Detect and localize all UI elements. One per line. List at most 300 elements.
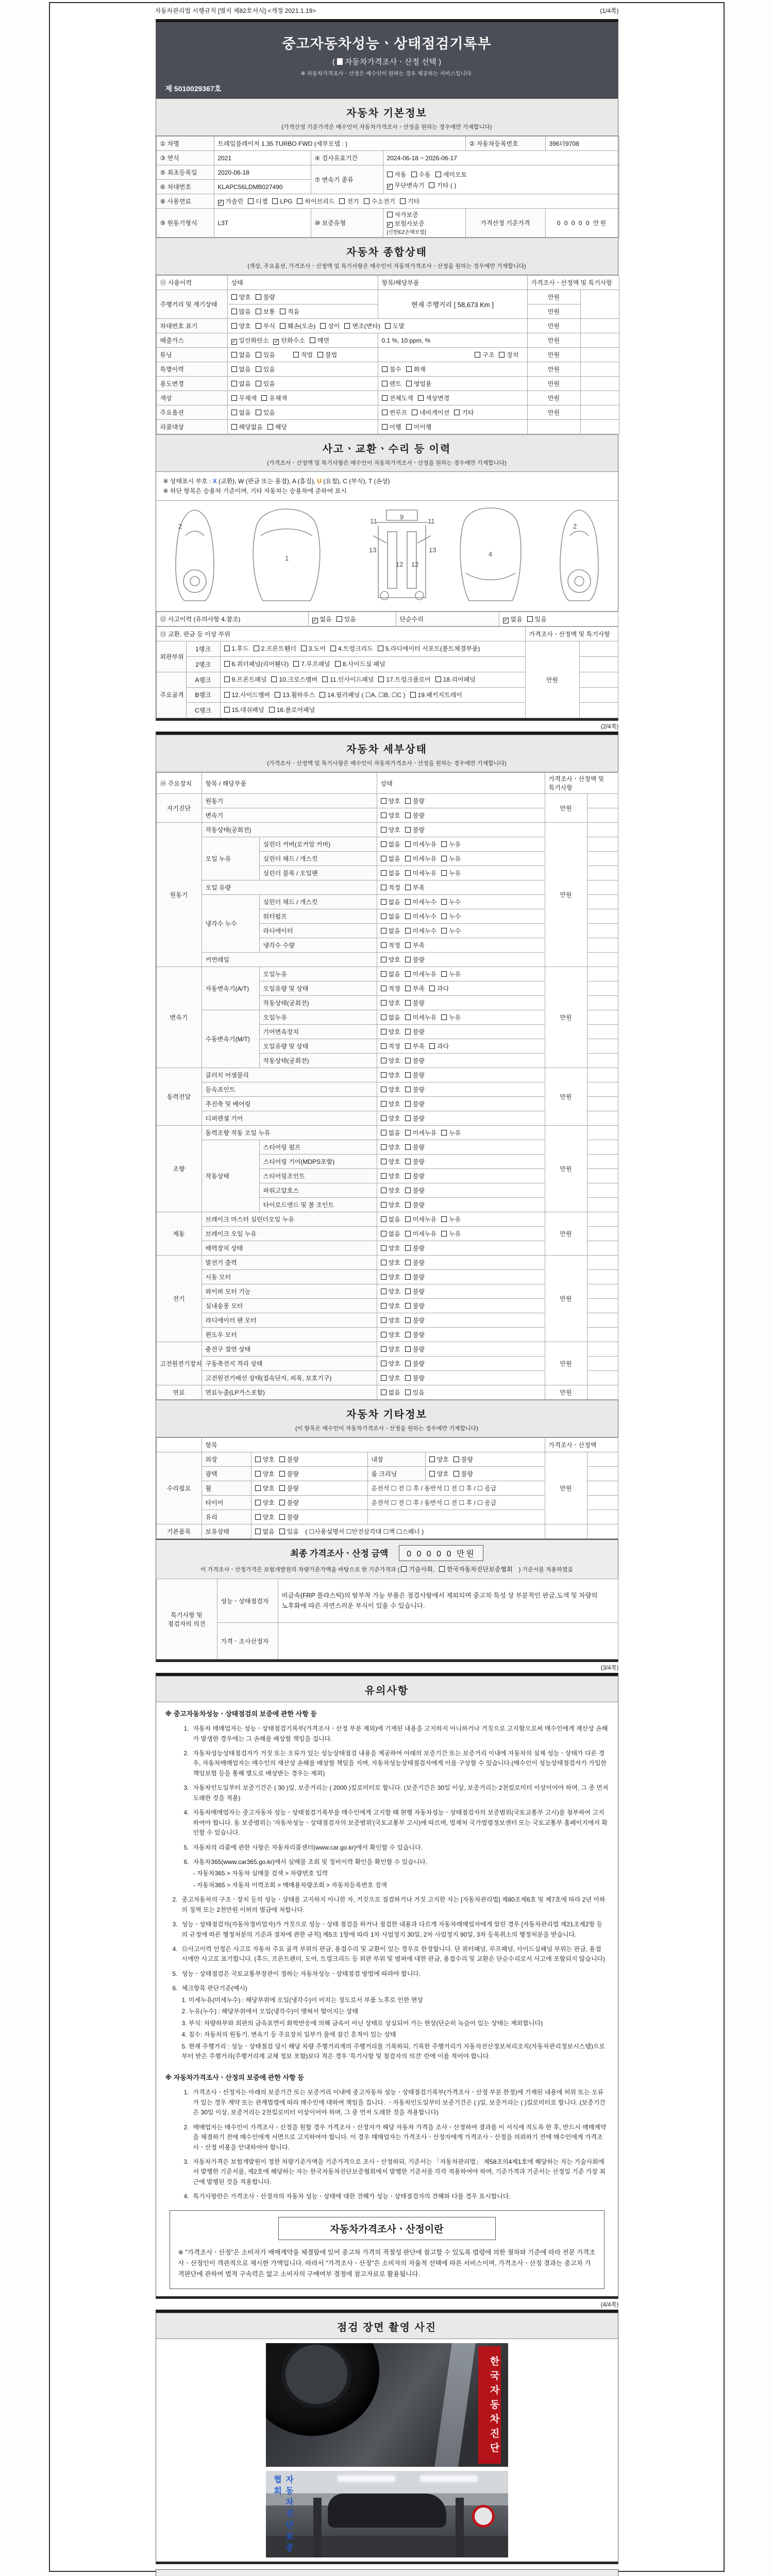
checkbox-option[interactable]: 있음 <box>256 350 275 359</box>
checkbox-option[interactable]: 미세누유 <box>405 1215 436 1224</box>
checkbox-option[interactable]: 양호 <box>255 1455 275 1464</box>
checkbox-option[interactable]: 전체도색 <box>382 394 413 402</box>
checkbox-option[interactable]: 누유 <box>441 1229 461 1238</box>
checkbox-option[interactable]: 양호 <box>381 955 400 964</box>
rank-group-label: 외판부위 <box>156 641 186 672</box>
unchecked-checkbox-icon <box>381 1058 386 1063</box>
checkbox-option[interactable]: ✓ 없음 <box>503 616 523 624</box>
checkbox-option[interactable]: LPG <box>272 198 292 205</box>
history-band <box>156 434 618 472</box>
checkbox-option[interactable]: 불량 <box>405 1056 425 1065</box>
unchecked-checkbox-icon <box>248 198 254 204</box>
final-price-note: 이 가격조사ㆍ산정가격은 보험개발원의 차량기준가액을 바탕으로 한 기준가격과 ( 기술사회, 한국자동차진단보증협회 ) 기준서를 적용하였음 <box>200 1566 574 1573</box>
checkbox-option[interactable]: 기술사회, <box>401 1565 434 1573</box>
checkbox-option[interactable]: 없음 <box>381 970 400 978</box>
checkbox-option[interactable]: 양호 <box>381 1359 400 1368</box>
checkbox-option[interactable]: 미세누수 <box>405 897 436 906</box>
filled-checkbox-icon <box>337 58 343 65</box>
unchecked-checkbox-icon <box>405 1361 411 1366</box>
notice-subitem: 1. 미세누유(미세누수) : 해당부위에 오일(냉각수)이 비치는 정도로서 부품 노후로 인한 현상 <box>181 1996 423 2004</box>
checkbox-option[interactable]: 미세누유 <box>405 1128 436 1137</box>
inspector-opinion: 비금속(FRP 플라스틱)의 탈부착 가능 부품은 점검사항에서 제외되며 중고차 특성 상 부분적인 판금,도색 및 차량의 노후화에 따른 자연스러운 부식이 있을 수 있습니다. <box>278 1579 618 1623</box>
unchecked-checkbox-icon <box>381 1115 386 1121</box>
unchecked-checkbox-icon <box>405 913 411 919</box>
notice-item: 3. 자동차인도일부터 보증기간은 ( 30 )일, 보증거리는 ( 2000 )킬로미터로 합니다. (보증기간은 30일 이상, 보증거리는 2천킬로미터 이상이어야 하며, 그 중 먼저 도래한 것을 적용) <box>183 1784 609 1802</box>
checkbox-option[interactable]: 있음 <box>256 365 275 374</box>
svg-text:1: 1 <box>284 554 289 563</box>
unchecked-checkbox-icon <box>405 827 411 833</box>
checkbox-option[interactable]: 누수 <box>441 926 461 935</box>
checkbox-option[interactable]: 없음 <box>231 408 251 417</box>
emission-values: 0.1 %, 10 ppm, % <box>378 333 527 348</box>
checkbox-option[interactable]: 불량 <box>405 1345 425 1353</box>
unchecked-checkbox-icon <box>405 1389 411 1395</box>
checkbox-option[interactable]: 많음 <box>231 307 251 316</box>
checkbox-option[interactable]: 양호 <box>381 1301 400 1310</box>
unchecked-checkbox-icon <box>255 1500 261 1505</box>
checkbox-option[interactable]: 누수 <box>441 912 461 921</box>
checkbox-option[interactable]: 6.쿼더패널(리어휀다) <box>224 658 289 670</box>
checkbox-option[interactable]: 양호 <box>381 1273 400 1281</box>
wheel-rim-shape <box>281 2343 351 2408</box>
checkbox-option[interactable]: 10.크로스멤버 <box>271 674 317 686</box>
checkbox-option[interactable]: 없음 <box>381 854 400 863</box>
checkbox-option[interactable]: 양호 <box>429 1469 449 1478</box>
checkbox-option[interactable]: 불량 <box>405 1085 425 1094</box>
checkbox-option[interactable]: 부식 <box>256 321 275 330</box>
checkbox-option[interactable]: 적정 <box>381 941 400 950</box>
checkbox-option[interactable]: 없음 <box>381 840 400 849</box>
unchecked-checkbox-icon <box>381 1188 386 1193</box>
unchecked-checkbox-icon <box>330 646 336 651</box>
checkbox-option[interactable]: 양호 <box>381 1200 400 1209</box>
checkbox-option[interactable]: 양호 <box>231 321 251 330</box>
unchecked-checkbox-icon <box>441 928 447 934</box>
checkbox-option[interactable]: 보통 <box>256 307 275 316</box>
unchecked-checkbox-icon <box>382 395 388 401</box>
unchecked-checkbox-icon <box>381 798 386 804</box>
checkbox-option[interactable]: 디젤 <box>248 197 267 206</box>
checkbox-option[interactable]: 불량 <box>405 1287 425 1296</box>
photo-band <box>156 2313 618 2339</box>
checkbox-option[interactable]: ✓ 탄화수소 <box>274 337 305 345</box>
unchecked-checkbox-icon <box>381 1101 386 1107</box>
checkbox-option[interactable]: 양호 <box>381 1071 400 1079</box>
checkbox-option[interactable]: 불량 <box>405 1258 425 1267</box>
checkbox-option[interactable]: 하이브리드 <box>297 197 334 206</box>
checkbox-option[interactable]: 양호 <box>381 825 400 834</box>
checkbox-option[interactable]: 16.플로어패널 <box>269 704 315 716</box>
checkbox-option[interactable]: 부족 <box>405 883 425 892</box>
checkbox-option[interactable]: 양호 <box>381 1027 400 1036</box>
unchecked-checkbox-icon <box>382 366 388 372</box>
checkbox-option[interactable]: 미세누수 <box>405 926 436 935</box>
checkbox-option[interactable]: 불량 <box>453 1455 473 1464</box>
checkbox-option[interactable]: 불량 <box>405 1200 425 1209</box>
checkbox-option[interactable]: 적정 <box>381 883 400 892</box>
checkbox-option[interactable]: 렌트 <box>382 379 401 388</box>
checkbox-option[interactable]: 누유 <box>441 854 461 863</box>
unchecked-checkbox-icon <box>441 1130 447 1136</box>
checkbox-option[interactable]: 양호 <box>381 796 400 805</box>
unchecked-checkbox-icon <box>429 182 434 188</box>
checkbox-option[interactable]: 19.패키지트레이 <box>410 689 462 701</box>
unchecked-checkbox-icon <box>256 366 261 372</box>
checkbox-option[interactable]: 불량 <box>279 1498 299 1507</box>
checkbox-option[interactable]: 누유 <box>441 1013 461 1022</box>
checkbox-option[interactable]: 장치 <box>499 350 518 359</box>
notice-section1-outer-list <box>156 1895 618 2061</box>
checkbox-option[interactable]: 누유 <box>441 840 461 849</box>
checkbox-option[interactable]: 양호 <box>381 1374 400 1382</box>
checkbox-option[interactable]: 누유 <box>441 970 461 978</box>
mileage-value: 현재 주행거리 [ 58,673 Km ] <box>378 290 527 319</box>
checkbox-option[interactable]: 불량 <box>453 1469 473 1478</box>
unchecked-checkbox-icon <box>337 616 342 622</box>
notice-section2-list <box>156 2088 618 2201</box>
checkbox-option[interactable]: 불량 <box>279 1484 299 1493</box>
checkbox-option[interactable]: 없음 <box>381 1388 400 1397</box>
photo2-watermark: 자동차진단보증협회 <box>272 2475 293 2555</box>
checkbox-option[interactable]: 3.도어 <box>301 643 326 655</box>
checkbox-option[interactable]: 불량 <box>405 1099 425 1108</box>
notice-item: 6. 체크항목 판단기준(예시) 1. 미세누유(미세누수) : 해당부위에 오일(냉각수)이 비치는 정도로서 부품 노후로 인한 현상 2. 누유(누수) : 해당부위에서 오일(냉각수)이 맺혀서 떨어지는 상태 3. 부식: 차량하부와 외판의 금속표면이 화학반응에 의해 금속이 아닌 상태로 상실되어 가는 현상(단순히 녹슬어 있는 상태는 제외합니다) 4. 침수: 자동차의 원동기, 변속기 등 주요장치 일부가 물에 잠긴 흔적이 있는 상태 5. 현재 주행거리 : 성능ㆍ상태점검 당시 해당 차량 주행거리계의 주행거리를 기록하되, 기록한 주행거리가 자동차전산정보처리조직(자동차관리정보시스템)으로부터 받은 주행거리(주행거리계 교체 정보 포함)보다 적은 경우 '특기사항 및 점검자의 의견' 란에 이를 적어야 합니다. <box>165 1984 609 2061</box>
unchecked-checkbox-icon <box>381 1130 386 1136</box>
unchecked-checkbox-icon <box>382 424 388 430</box>
checkbox-option[interactable]: 불량 <box>279 1513 299 1521</box>
checkbox-option[interactable]: 자가보증 <box>387 210 418 219</box>
checkbox-option[interactable]: 미세누유 <box>405 840 436 849</box>
unchecked-checkbox-icon <box>231 410 237 415</box>
checkbox-option[interactable]: 불량 <box>405 1027 425 1036</box>
appraiser-opinion <box>278 1623 618 1659</box>
checkbox-option[interactable]: 기타 ( ) <box>429 181 456 190</box>
checkbox-option[interactable]: 불량 <box>405 1273 425 1281</box>
checkbox-option[interactable]: 도말 <box>385 321 405 330</box>
checkbox-option[interactable]: 있음 <box>256 408 275 417</box>
checkbox-option[interactable]: 미세누수 <box>405 912 436 921</box>
checkbox-option[interactable]: 불량 <box>405 1316 425 1325</box>
checkbox-option[interactable]: 과다 <box>429 984 449 993</box>
notice-item: 3. 성능ㆍ상태점검자(자동차정비업자)가 거짓으로 성능ㆍ상태 점검을 하거나 점검한 내용과 다르게 자동차매매업자에게 알린 경우 [자동차관리법 제21조제2항 등의 규정에 따른 행정처분의 기준과 절차에 관한 규칙] 제5조 1항에 따라 1차 사업정지 30일, 2차 사업정지 90일, 3차 등록취소의 행정처분을 받습니다. <box>172 1921 603 1938</box>
unchecked-checkbox-icon <box>387 172 393 177</box>
page-marker-1: (1/4쪽) <box>600 7 619 14</box>
unchecked-checkbox-icon <box>405 1087 411 1092</box>
unchecked-checkbox-icon <box>381 856 386 861</box>
unchecked-checkbox-icon <box>364 198 369 204</box>
checkbox-option[interactable]: 없음 <box>231 365 251 374</box>
unchecked-checkbox-icon <box>406 381 412 386</box>
checkbox-option[interactable]: 없음 <box>381 912 400 921</box>
checkbox-option[interactable]: 구조 <box>475 350 494 359</box>
checkbox-option[interactable]: 변조(변타) <box>344 321 380 330</box>
unchecked-checkbox-icon <box>381 1029 386 1035</box>
sub-group-label: 냉각수 누수 <box>201 895 259 953</box>
checkbox-option[interactable]: 불법 <box>317 350 337 359</box>
checkbox-option[interactable]: 양호 <box>255 1484 275 1493</box>
rank-name: 2랭크 <box>186 656 220 672</box>
checkbox-option[interactable]: 양호 <box>381 1244 400 1252</box>
checkbox-option[interactable]: 불량 <box>405 1244 425 1252</box>
checkbox-option[interactable]: 미세누유 <box>405 1229 436 1238</box>
checkbox-option[interactable]: 11.인사이드패널 <box>322 674 374 686</box>
checkbox-option[interactable]: 있음 <box>337 615 356 623</box>
checkbox-option[interactable]: 유채색 <box>261 394 287 402</box>
device-group-label: 변속기 <box>156 967 201 1068</box>
unchecked-checkbox-icon <box>381 1231 386 1236</box>
checkbox-option[interactable]: 양호 <box>381 1345 400 1353</box>
checkbox-option[interactable]: 부족 <box>405 984 425 993</box>
unchecked-checkbox-icon <box>381 928 386 934</box>
checkbox-option[interactable]: 양호 <box>381 1186 400 1195</box>
unchecked-checkbox-icon <box>441 856 447 861</box>
checkbox-option[interactable]: 양호 <box>381 1114 400 1123</box>
checkbox-option[interactable]: 양호 <box>381 998 400 1007</box>
item-label: 원동기 <box>201 794 377 808</box>
checkbox-option[interactable]: 화재 <box>406 365 426 374</box>
checkbox-option[interactable]: 1.후드 <box>224 643 249 655</box>
checkbox-option[interactable]: 썬루프 <box>382 408 408 417</box>
checkbox-option[interactable]: 기타 <box>400 197 419 206</box>
checkbox-option[interactable]: 불량 <box>405 1186 425 1195</box>
item-label: 오일누유 <box>259 967 377 981</box>
checkbox-option[interactable]: 양호 <box>231 293 251 301</box>
checkbox-option[interactable]: 9.프론트패널 <box>224 674 267 686</box>
unchecked-checkbox-icon <box>429 986 435 991</box>
checkbox-option[interactable]: ✓ 일산화탄소 <box>231 337 269 345</box>
notice-item: 4. 특기사항란은 가격조사ㆍ산정자의 자동차 성능ㆍ상태에 대한 견해가 성능ㆍ상태점검자의 견해와 다를 경우 표시합니다. <box>183 2193 511 2200</box>
unchecked-checkbox-icon <box>293 661 299 667</box>
checkbox-option[interactable]: 세미오토 <box>435 170 467 179</box>
checkbox-option[interactable]: 불량 <box>405 1071 425 1079</box>
checkbox-option[interactable]: 18.리어패널 <box>435 674 476 686</box>
checkbox-option[interactable]: 불량 <box>405 1172 425 1180</box>
svg-text:12: 12 <box>411 561 418 569</box>
item-label: 브레이크 오일 누유 <box>201 1227 377 1241</box>
checkbox-option[interactable]: 매연 <box>310 336 329 345</box>
checkbox-option[interactable]: 8.사이드실 패널 <box>335 658 385 670</box>
notice-item: 2. 중고자동차의 구조ㆍ장치 등의 성능ㆍ상태를 고지하지 아니한 자, 거짓으로 점검하거나 거짓 고지한 자는 [자동차관리법] 제80조제6호 및 제7호에 따라 2년 이하의 징역 또는 2천만원 이하의 벌금에 처합니다. <box>172 1896 606 1913</box>
logo-stamp-icon <box>472 2505 495 2528</box>
checkbox-option[interactable]: 양호 <box>381 1143 400 1151</box>
checkbox-option[interactable]: 불량 <box>405 998 425 1007</box>
checkbox-option[interactable]: 상이 <box>320 321 340 330</box>
checkbox-option[interactable]: 미세누유 <box>405 970 436 978</box>
unchecked-checkbox-icon <box>441 971 447 977</box>
base-price-label: 가격산정 기준가격 <box>465 209 545 238</box>
checkbox-option[interactable]: 불량 <box>405 1330 425 1339</box>
unchecked-checkbox-icon <box>344 323 350 329</box>
checkbox-option[interactable]: 불량 <box>256 293 275 301</box>
checkbox-option[interactable]: ✓ 가솔린 <box>218 198 244 206</box>
checkbox-option[interactable]: ✓ 무단변속기 <box>387 181 425 190</box>
unchecked-checkbox-icon <box>381 1000 386 1006</box>
item-label: 기어변속장치 <box>259 1025 377 1039</box>
notice-subitem: 5. 현재 주행거리 : 성능ㆍ상태점검 당시 해당 차량 주행거리계의 주행거리를 기록하되, 기록한 주행거리가 자동차전산정보처리조직(자동차관리정보시스템)으로부터 받은 주행거리(주행거리계 교체 정보 포함)보다 적은 경우 '특기사항 및 점검자의 의견' 란에 이를 적어야 합니다. <box>181 2042 605 2060</box>
checkbox-option[interactable]: 불량 <box>405 1301 425 1310</box>
checkbox-option[interactable]: 없음 <box>381 1128 400 1137</box>
checkbox-option[interactable]: 미세누유 <box>405 854 436 863</box>
checked-checkbox-icon: ✓ <box>231 339 237 345</box>
checkbox-option[interactable]: 있음 <box>279 1527 299 1536</box>
checkbox-option[interactable]: 과다 <box>429 1042 449 1050</box>
checkbox-option[interactable]: 해당없음 <box>231 422 263 431</box>
checkbox-option[interactable]: 이행 <box>382 422 401 431</box>
checkbox-option[interactable]: 누유 <box>441 1215 461 1224</box>
row-label: 배출가스 <box>156 333 227 348</box>
unchecked-checkbox-icon <box>405 928 411 934</box>
detail-subtitle: (가격조사ㆍ산정액 및 특기사항은 매수인이 자동차가격조사ㆍ산정을 원하는 경우에만 기재합니다) <box>267 760 507 767</box>
reg-no-label: ② 자동차등록번호 <box>465 137 545 151</box>
checkbox-option[interactable]: 13.휠하우스 <box>275 689 315 701</box>
checkbox-option[interactable]: 15.대쉬패널 <box>224 704 264 716</box>
item-label: 동력조향 작동 오일 누유 <box>201 1126 377 1140</box>
checkbox-option[interactable]: 없음 <box>381 1013 400 1022</box>
checkbox-option[interactable]: 양호 <box>381 1085 400 1094</box>
checkbox-option[interactable]: 영업용 <box>406 379 432 388</box>
checked-checkbox-icon: ✓ <box>312 618 317 624</box>
checkbox-option[interactable]: 전기 <box>339 197 359 206</box>
checkbox-option[interactable]: 적법 <box>293 350 313 359</box>
checkbox-option[interactable]: 해당 <box>267 422 287 431</box>
unchecked-checkbox-icon <box>231 381 237 386</box>
checkbox-option[interactable]: 없음 <box>381 1215 400 1224</box>
notice-item: 4. 자동차매매업자는 중고자동차 성능ㆍ상태점검기록부를 매수인에게 고지할 때 현행 자동차성능ㆍ상태점검자의 보증범위(국토교통부 고시)를 첨부하여 고지하여야 합니다. 동 보증범위는 '자동차성능ㆍ상태점검자의 보증범위'(국토교통부 고시)에 따르며, 법제처 국가법령정보센터 또는 국토교통부 홈페이지에서 확인할 수 있습니다. <box>183 1809 608 1837</box>
checkbox-option[interactable]: 불량 <box>279 1455 299 1464</box>
tire-positions: 운전석 ☐ 전 ☐ 후 / 동반석 ☐ 전 ☐ 후 / ☐ 응급 <box>367 1496 545 1510</box>
unchecked-checkbox-icon <box>255 1529 261 1534</box>
checkbox-option[interactable]: 4.트렁크리드 <box>330 643 373 655</box>
checkbox-option[interactable]: 있음 <box>527 615 547 623</box>
checkbox-option[interactable]: 침수 <box>382 365 401 374</box>
checkbox-option[interactable]: 없음 <box>381 1229 400 1238</box>
item-label: 디퍼렌셜 기어 <box>201 1111 377 1126</box>
checkbox-option[interactable]: 미세누유 <box>405 1013 436 1022</box>
checkbox-option[interactable]: 양호 <box>429 1455 449 1464</box>
checkbox-option[interactable]: 적정 <box>381 984 400 993</box>
page-3 <box>156 1673 618 2299</box>
checkbox-option[interactable]: 없음 <box>381 869 400 877</box>
checkbox-option[interactable]: 양호 <box>381 1172 400 1180</box>
unchecked-checkbox-icon <box>405 1043 411 1049</box>
checkbox-option[interactable]: 적음 <box>280 307 299 316</box>
checkbox-option[interactable]: 불량 <box>405 1157 425 1166</box>
notice-item: 5. 성능ㆍ상태점검은 국토교통부장관이 정하는 자동차성능ㆍ상태점검 방법에 따라야 합니다. <box>172 1970 421 1977</box>
checkbox-option[interactable]: 없음 <box>381 926 400 935</box>
checkbox-option[interactable]: 2.프론트휀더 <box>254 643 296 655</box>
checkbox-option[interactable]: 불량 <box>405 825 425 834</box>
checkbox-option[interactable]: 누유 <box>441 1128 461 1137</box>
unchecked-checkbox-icon <box>381 957 386 962</box>
checkbox-option[interactable]: 양호 <box>381 1056 400 1065</box>
checkbox-option[interactable]: 기타 <box>454 408 474 417</box>
checkbox-option[interactable]: 불량 <box>405 1374 425 1382</box>
checkbox-option[interactable]: 양호 <box>255 1469 275 1478</box>
unchecked-checkbox-icon <box>381 1072 386 1078</box>
item-label: 윈도우 모터 <box>201 1328 377 1342</box>
checkbox-option[interactable]: 무채색 <box>231 394 257 402</box>
unchecked-checkbox-icon <box>381 885 386 890</box>
checkbox-option[interactable]: 한국자동차진단보증협회 <box>439 1565 513 1573</box>
checkbox-option[interactable]: 적정 <box>381 1042 400 1050</box>
checkbox-option[interactable]: 있음 <box>256 379 275 388</box>
checkbox-option[interactable]: 양호 <box>381 1330 400 1339</box>
notice-section1-head: ※ 중고자동차성능ㆍ상태점검의 보증에 관한 사항 등 <box>165 1710 317 1718</box>
unchecked-checkbox-icon <box>279 1529 285 1534</box>
checkbox-option[interactable]: 양호 <box>381 811 400 820</box>
checkbox-option[interactable]: ✓ 없음 <box>312 616 332 624</box>
checkbox-option[interactable]: 누수 <box>441 897 461 906</box>
checkbox-option[interactable]: 없음 <box>381 897 400 906</box>
notice-subitem: 2. 누유(누수) : 해당부위에서 오일(냉각수)이 맺혀서 떨어지는 상태 <box>181 2008 358 2015</box>
unchecked-checkbox-icon <box>429 1456 435 1462</box>
checkbox-option[interactable]: 양호 <box>381 1099 400 1108</box>
checkbox-option[interactable]: 17.트렁크플로어 <box>378 674 430 686</box>
checkbox-option[interactable]: 5.라디에이터 서포트(볼트체결부품) <box>378 643 480 655</box>
checkbox-option[interactable]: 부족 <box>405 1042 425 1050</box>
notice-item: 3. 자동차가격은 보험개발원이 정한 차량기준가액을 기준가격으로 조사ㆍ산정하되, 기준서는 「자동차관리법」 제58조의4제1호에 해당하는 자는 기술사회에서 발행한 기준서를, 제2호에 해당하는 자는 한국자동차진단보증협회에서 발행한 기준서를 각각 적용하여야 하며, 기준가격과 기준서는 산정일 기준 가장 최근에 발행된 것을 적용합니다. <box>183 2158 606 2185</box>
checkbox-option[interactable]: ✓ 보험사보증 <box>387 220 425 228</box>
row-label: 튜닝 <box>156 348 227 362</box>
unchecked-checkbox-icon <box>439 1566 445 1572</box>
checkbox-option[interactable]: 네비게이션 <box>412 408 449 417</box>
checkbox-option[interactable]: 양호 <box>381 1157 400 1166</box>
checkbox-option[interactable]: 없음 <box>231 379 251 388</box>
item-label: 스티어링 기어(MDPS포함) <box>259 1155 377 1169</box>
checkbox-option[interactable]: 부족 <box>405 941 425 950</box>
checkbox-option[interactable]: 훼손(오손) <box>280 321 315 330</box>
checkbox-option[interactable]: 없음 <box>255 1527 275 1536</box>
unchecked-checkbox-icon <box>310 337 315 343</box>
checkbox-option[interactable]: 불량 <box>405 796 425 805</box>
checkbox-option[interactable]: 불량 <box>405 1143 425 1151</box>
checkbox-option[interactable]: 있음 <box>405 1388 425 1397</box>
unchecked-checkbox-icon <box>405 1188 411 1193</box>
checkbox-option[interactable]: 14.필러패널 ( ☐A, ☐B, ☐C ) <box>320 689 405 701</box>
notice-item: 5. 자동차의 리콜에 관한 사항은 자동차리콜센터(www.car.go.kr)에서 확인할 수 있습니다. <box>183 1843 423 1851</box>
checkbox-option[interactable]: 누유 <box>441 869 461 877</box>
checkbox-option[interactable]: 자동 <box>387 170 407 179</box>
page-marker-3: (3/4쪽) <box>600 1665 619 1672</box>
checkbox-option[interactable]: 불량 <box>279 1469 299 1478</box>
checkbox-option[interactable]: 불량 <box>405 955 425 964</box>
legend-codes: ※ 상태표시 부호 : X (교환), W (판금 또는 용접), A (흠집), U (요철), C (부식), T (손상) <box>163 478 390 485</box>
unchecked-checkbox-icon <box>405 1303 411 1309</box>
checkbox-option[interactable]: 불량 <box>405 1359 425 1368</box>
checkbox-option[interactable]: 7.루프패널 <box>293 658 330 670</box>
checkbox-option[interactable]: 색상변경 <box>418 394 449 402</box>
checkbox-option[interactable]: 양호 <box>255 1498 275 1507</box>
checkbox-option[interactable]: 양호 <box>381 1258 400 1267</box>
unchecked-checkbox-icon <box>261 395 267 401</box>
unchecked-checkbox-icon <box>405 1072 411 1078</box>
checkbox-option[interactable]: 불량 <box>405 811 425 820</box>
checkbox-option[interactable]: 수소전기 <box>364 197 395 206</box>
checkbox-option[interactable]: 불량 <box>405 1114 425 1123</box>
checkbox-option[interactable]: 미세누유 <box>405 869 436 877</box>
checkbox-option[interactable]: 미이행 <box>406 422 432 431</box>
checkbox-option[interactable]: 양호 <box>381 1316 400 1325</box>
unchecked-checkbox-icon <box>231 323 237 329</box>
checkbox-option[interactable]: 수동 <box>411 170 431 179</box>
checkbox-option[interactable]: 양호 <box>381 1287 400 1296</box>
unchecked-checkbox-icon <box>279 1471 285 1477</box>
checkbox-option[interactable]: 12.사이드멤버 <box>224 689 271 701</box>
unchecked-checkbox-icon <box>279 1485 285 1491</box>
svg-text:2: 2 <box>573 522 577 531</box>
checkbox-option[interactable]: 양호 <box>255 1513 275 1521</box>
checkbox-option[interactable]: 없음 <box>231 350 251 359</box>
